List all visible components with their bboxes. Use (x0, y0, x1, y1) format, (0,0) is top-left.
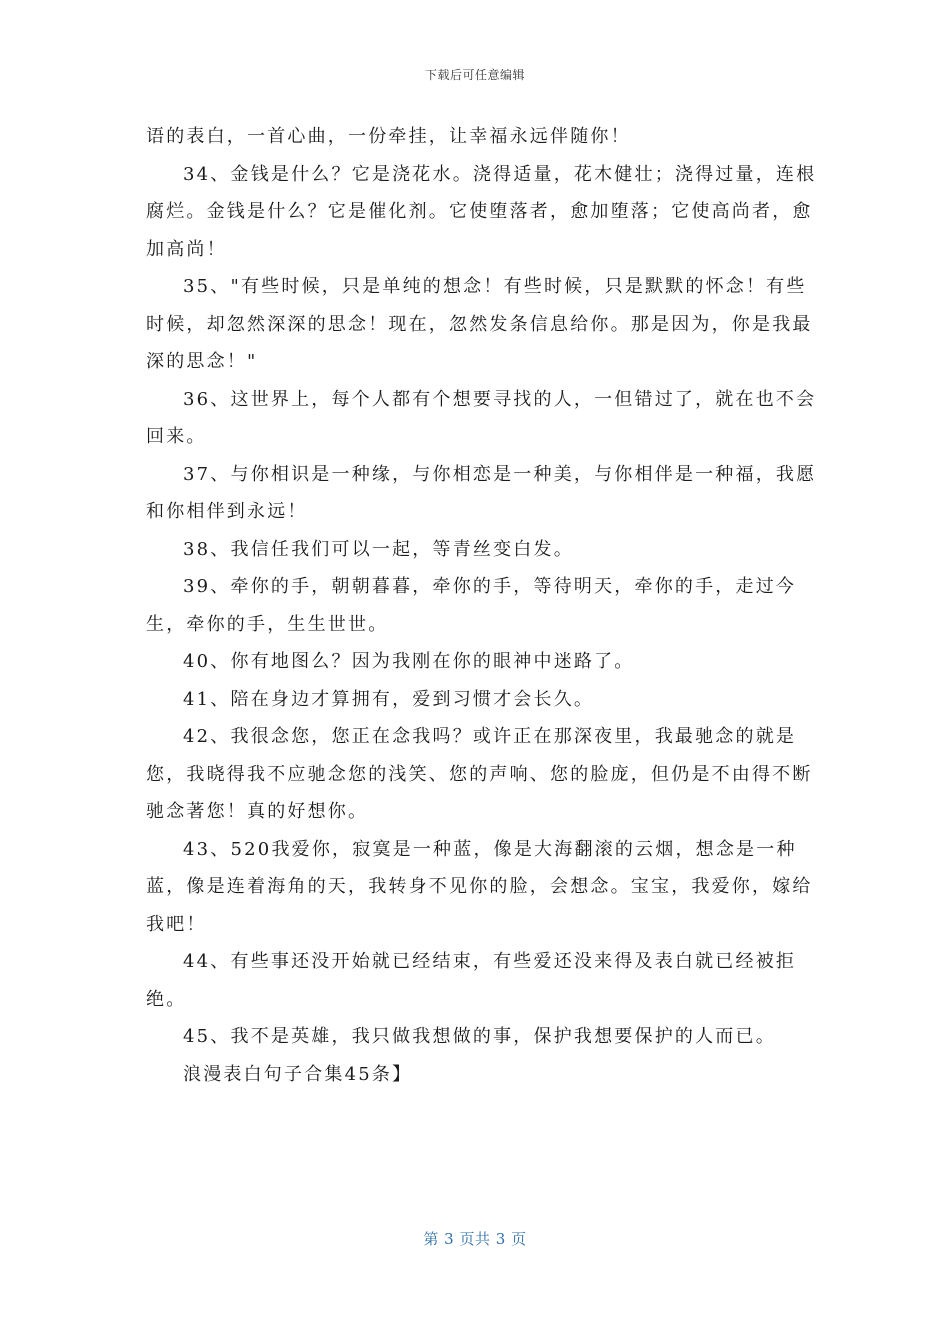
paragraph: 41、陪在身边才算拥有，爱到习惯才会长久。 (183, 688, 595, 710)
paragraph: 38、我信任我们可以一起，等青丝变白发。 (183, 538, 574, 560)
paragraph: 34、金钱是什么？它是浇花水。浇得适量，花木健壮；浇得过量，连根腐烂。金钱是什么？它是催化剂。它使堕落者，愈加堕落；它使高尚者，愈加高尚！ (146, 163, 817, 260)
paragraph: 43、520我爱你，寂寞是一种蓝，像是大海翻滚的云烟，想念是一种蓝，像是连着海角的天，我转身不见你的脸，会想念。宝宝，我爱你，嫁给我吧！ (146, 838, 813, 935)
paragraph: 45、我不是英雄，我只做我想做的事，保护我想要保护的人而已。 (183, 1026, 776, 1047)
paragraph: 37、与你相识是一种缘，与你相恋是一种美，与你相伴是一种福，我愿和你相伴到永远！ (146, 463, 817, 522)
paragraph: 35、"有些时候，只是单纯的想念！有些时候，只是默默的怀念！有些时候，却忽然深深的思念！现在，忽然发条信息给你。那是因为，你是我最深的思念！" (146, 276, 813, 372)
paragraph: 44、有些事还没开始就已经结束，有些爱还没来得及表白就已经被拒绝。 (146, 951, 797, 1010)
paragraph: 浪漫表白句子合集45条】 (183, 1063, 413, 1085)
paragraph: 40、你有地图么？因为我刚在你的眼神中迷路了。 (183, 651, 635, 672)
page-header: 下载后可任意编辑 (424, 68, 525, 82)
paragraph: 36、这世界上，每个人都有个想要寻找的人，一但错过了，就在也不会回来。 (146, 388, 817, 447)
paragraph: 42、我很念您，您正在念我吗？或许正在那深夜里，我最驰念的就是您，我晓得我不应驰念您的浅笑、您的声响、您的脸庞，但仍是不由得不断驰念著您！真的好想你。 (146, 726, 813, 822)
page-footer: 第 3 页共 3 页 (423, 1230, 527, 1248)
paragraph: 39、牵你的手，朝朝暮暮，牵你的手，等待明天，牵你的手，走过今生，牵你的手，生生世世。 (146, 576, 797, 635)
document-body (146, 118, 826, 1093)
paragraph: 语的表白，一首心曲，一份牵挂，让幸福永远伴随你！ (146, 126, 631, 147)
